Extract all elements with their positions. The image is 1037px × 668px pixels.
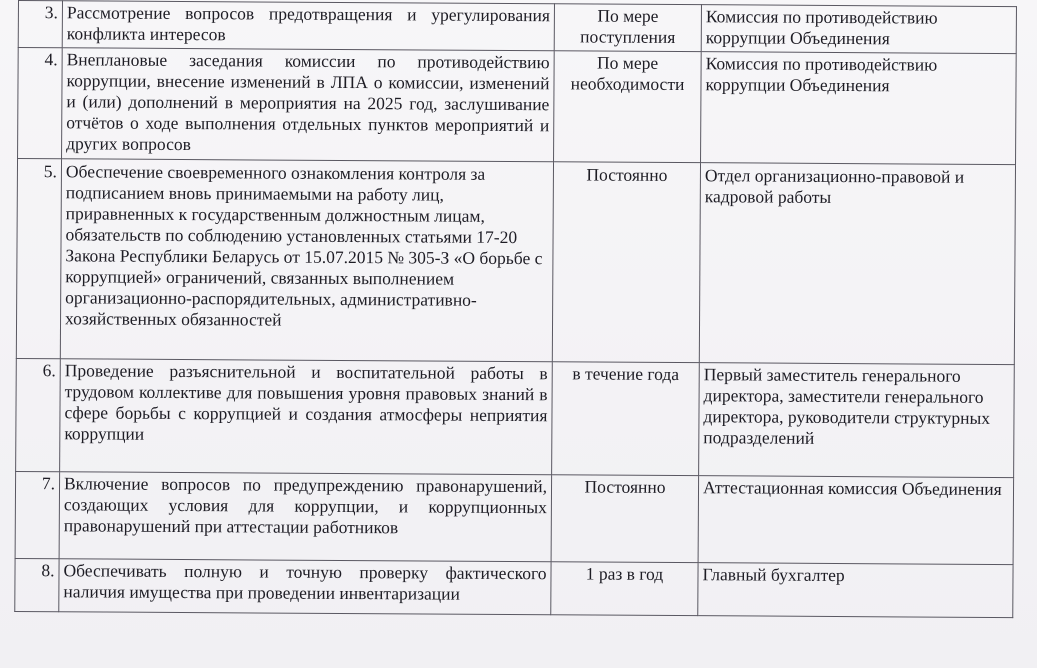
measure-description [62, 1, 554, 51]
measures-table [14, 0, 1017, 618]
measure-description [59, 472, 552, 562]
measure-responsible: Комиссия по противодействию коррупции Объединения [701, 5, 1016, 54]
measure-deadline: По мере поступления [554, 4, 701, 52]
measure-responsible: Первый заместитель генерального директора, заместители генерального директора, руководители структурных подразделений [699, 363, 1015, 478]
measure-description [60, 359, 553, 475]
row-number: 3. [18, 1, 62, 48]
measure-description [60, 159, 553, 362]
measure-responsible: Комиссия по противодействию коррупции Объединения [701, 52, 1017, 165]
measure-description-text: Включение вопросов по предупреждению правонарушений, создающих условия для коррупции, и коррупционных правонарушений при аттестации работников [63, 473, 548, 538]
table-row [15, 558, 1013, 617]
row-number: 8. [15, 558, 59, 611]
measure-description-text: Обеспечение своевременного ознакомления контроля за подписанием вновь принимаемыми на работу лиц, приравненных к государственным должностным лицам, обязательств по соблюдению установленных статьями 17-20 Закона Республики Беларусь от 15.07.2015 № 305-З «О борьбе с коррупцией» ограничений, связанных выполнением организационно-распорядительных, административно-хозяйственных обязанностей [64, 161, 543, 330]
measure-description-text: Рассмотрение вопросов предотвращения и урегулирования конфликта интересов [66, 2, 550, 45]
row-number: 7. [15, 471, 60, 558]
measures-sheet [14, 0, 1018, 618]
measure-deadline: По мере необходимости [554, 51, 702, 163]
table-row [18, 48, 1017, 165]
measure-description-text: Внеплановые заседания комиссии по противодействию коррупции, внесение изменений в ЛПА о комиссии, изменений и (или) дополнений в мероприятия на 2025 год, заслушивание отчётов о ходе выполнения отдельных пунктов мероприятий и других вопросов [66, 49, 550, 155]
row-number: 6. [16, 358, 61, 471]
measure-responsible: Главный бухгалтер [698, 563, 1013, 618]
table-row [16, 159, 1015, 365]
measure-deadline: Постоянно [552, 162, 700, 363]
measure-deadline: Постоянно [551, 475, 699, 563]
measure-description [62, 48, 555, 162]
measure-description-text: Проведение разъяснительной и воспитательной работы в трудовом коллективе для повышения уровня правовых знаний в сфере борьбы с коррупцией и создания атмосферы неприятия коррупции [64, 360, 548, 444]
table-row [15, 471, 1014, 564]
table-row [16, 358, 1015, 477]
row-number: 5. [16, 159, 61, 359]
measure-responsible: Аттестационная комиссия Объединения [698, 476, 1014, 565]
measure-responsible: Отдел организационно-правовой и кадровой работы [699, 163, 1015, 365]
row-number: 4. [18, 48, 63, 159]
table-row [18, 1, 1016, 54]
measure-description [59, 559, 551, 615]
measure-description-text: Обеспечивать полную и точную проверку фактического наличия имущества при проведении инвентаризации [63, 560, 547, 604]
measure-deadline: 1 раз в год [551, 562, 698, 616]
measure-deadline: в течение года [552, 362, 700, 476]
